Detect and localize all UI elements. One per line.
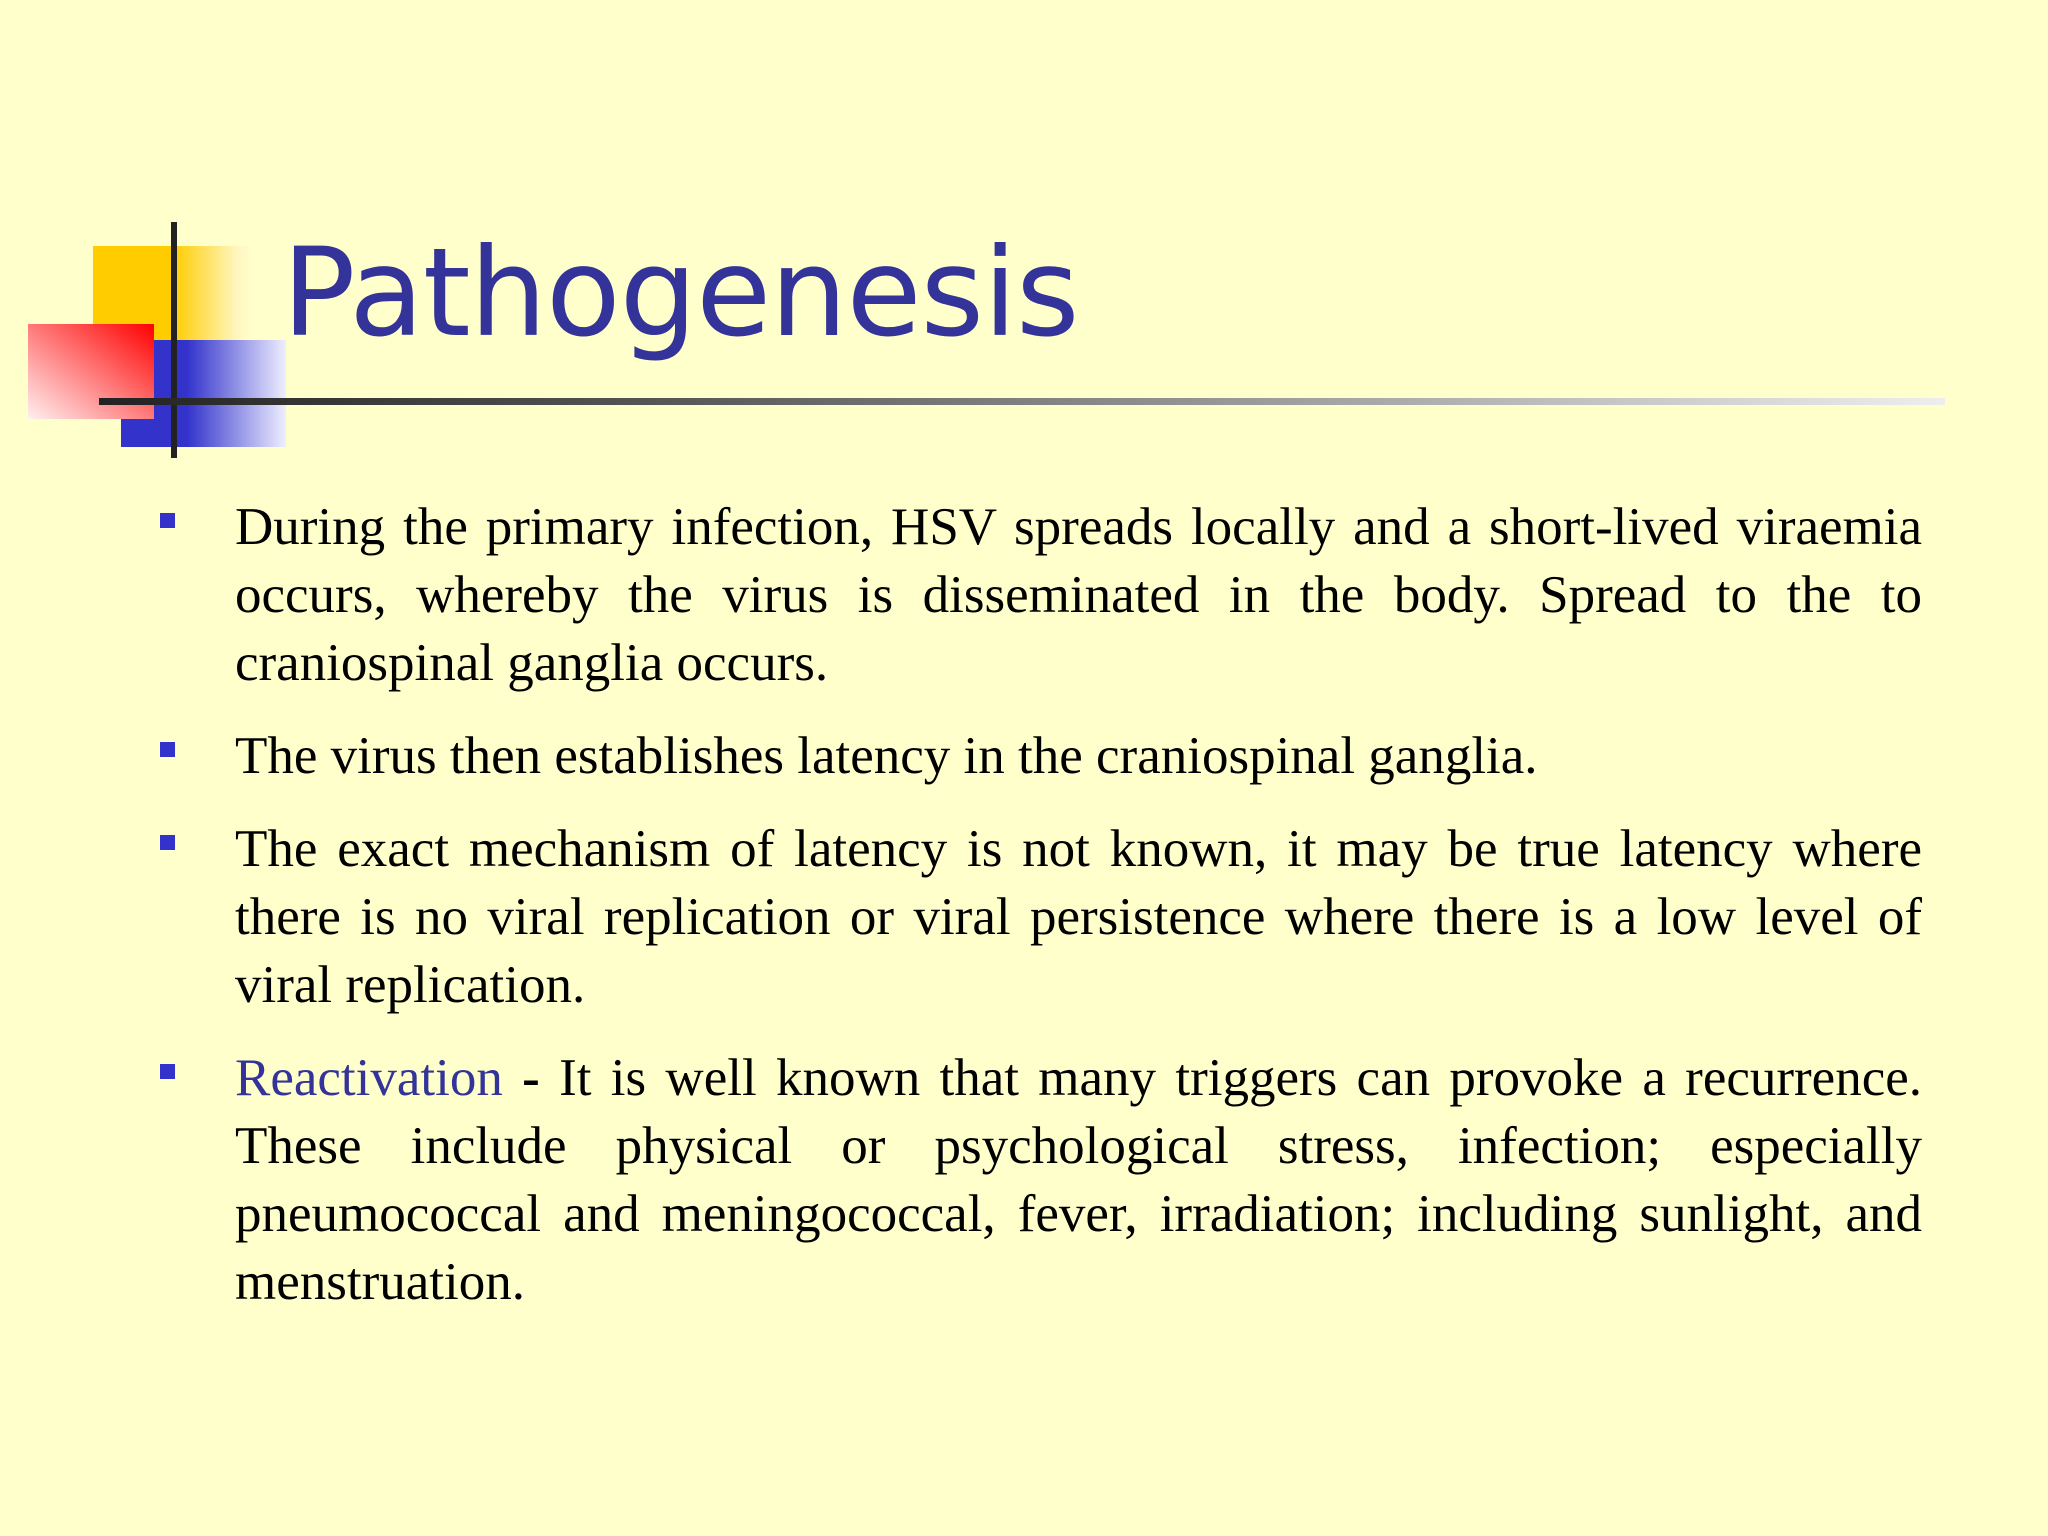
square-bullet-icon [160,513,175,528]
square-bullet-icon [160,1064,175,1079]
title-underline [99,398,1945,405]
bullet-text: It is well known that many triggers can provoke a recurrence. These include physical or psychological stress, infection; especially pneumococcal and meningococcal, fever, irradiation; including sunlight, and menstruation. [235,1049,1922,1311]
dash-separator: - [502,1049,560,1107]
decor-vertical-line [171,222,177,458]
bullet-text: The virus then establishes latency in the craniospinal ganglia. [235,727,1538,785]
square-bullet-icon [160,742,175,757]
bullet-list [235,493,1922,1341]
bullet-item [235,1044,1922,1316]
bullet-text: The exact mechanism of latency is not known, it may be true latency where there is no viral replication or viral persistence where there is a low level of viral replication. [235,820,1922,1014]
square-bullet-icon [160,835,175,850]
bullet-item [235,493,1922,697]
bullet-item [235,722,1922,790]
slide-title: Pathogenesis [282,222,1079,364]
bullet-item [235,815,1922,1019]
bullet-text: During the primary infection, HSV spreads locally and a short-lived viraemia occurs, whereby the virus is disseminated in the body. Spread to the to craniospinal ganglia occurs. [235,498,1922,692]
highlight-term: Reactivation [235,1049,503,1107]
